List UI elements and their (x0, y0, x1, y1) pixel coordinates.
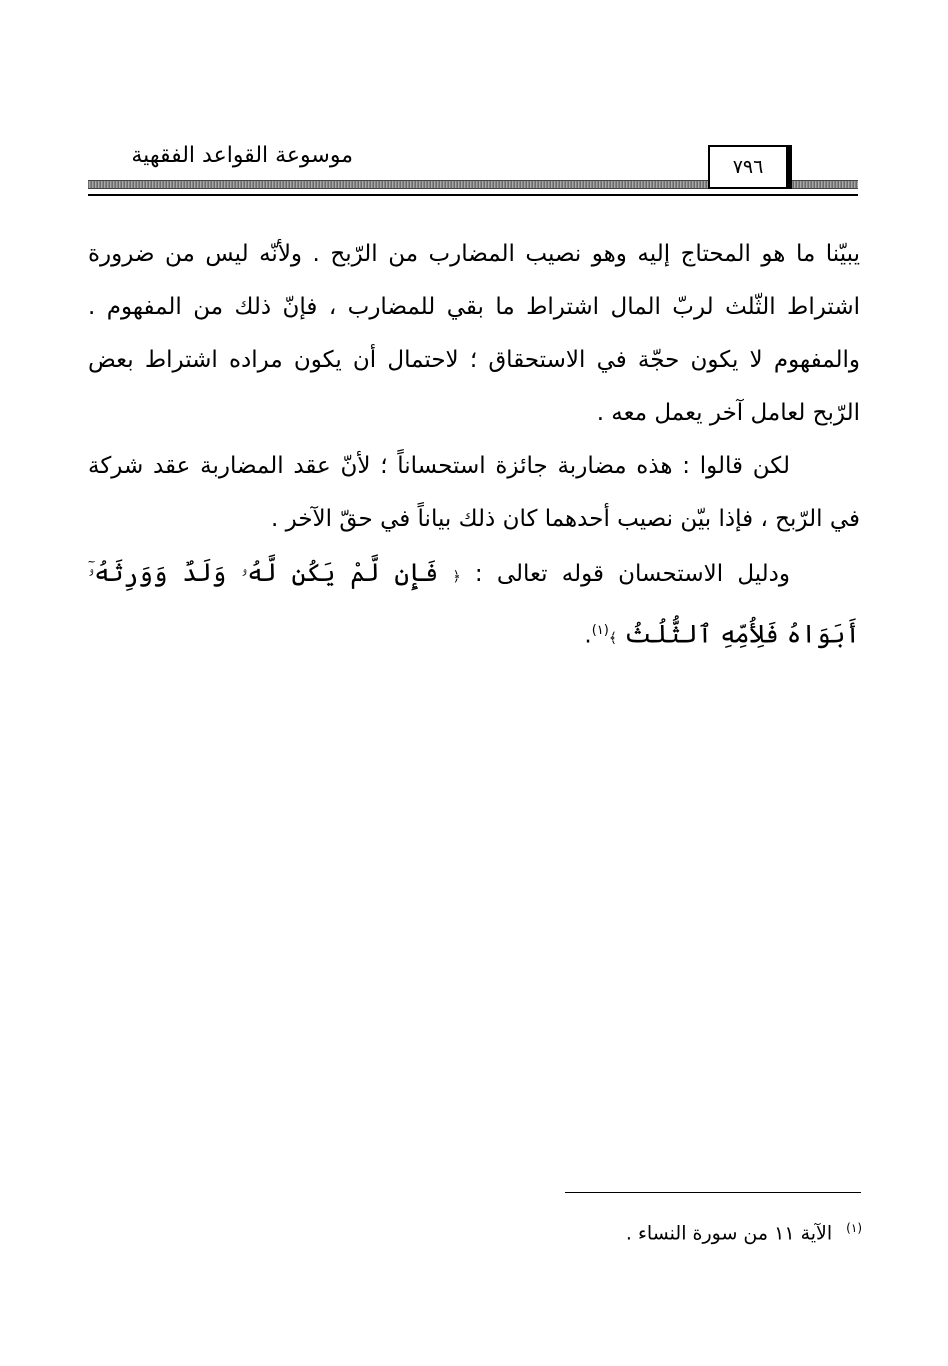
end-mark: . (584, 622, 592, 649)
quran-verse: فَإِن لَّمْ يَكُن لَّهُۥ وَلَدٌ وَوَرِثَهُۥٓ أَبَوَاهُ فَلِأُمِّهِ ٱلثُّلُثُ (88, 558, 860, 649)
page-header (88, 140, 858, 196)
page-number: ٧٩٦ (708, 145, 792, 189)
paragraph-3-intro: ودليل الاستحسان قوله تعالى : (474, 561, 791, 587)
quran-brace-open: ﴿ (452, 569, 461, 585)
footnote (626, 1213, 862, 1248)
quran-brace-close: ﴾ (608, 630, 618, 647)
footnote-separator (565, 1192, 861, 1193)
paragraph-2: لكن قالوا : هذه مضاربة جائزة استحساناً ؛ لأنّ عقد المضاربة عقد شركة في الرّبح ، فإذا بيّن نصيب أحدهما كان ذلك بياناً في حقّ الآخر . (88, 453, 860, 532)
header-underline (88, 194, 858, 196)
paragraph-3 (88, 546, 860, 666)
main-text (88, 228, 860, 666)
footnote-reference[interactable]: (١) (591, 623, 609, 638)
footnote-number: (١) (846, 1221, 862, 1235)
footnote-text: الآية ١١ من سورة النساء . (625, 1222, 833, 1245)
paragraph-1: يبيّنا ما هو المحتاج إليه وهو نصيب المضارب من الرّبح . ولأنّه ليس من ضرورة اشتراط الثّلث لربّ المال اشتراط ما بقي للمضارب ، فإنّ ذلك من المفهوم . والمفهوم لا يكون حجّة في الاستحقاق ؛ لاحتمال أن يكون مراده اشتراط بعض الرّبح لعامل آخر يعمل معه . (88, 241, 860, 426)
running-title: موسوعة القواعد الفقهية (131, 143, 353, 168)
